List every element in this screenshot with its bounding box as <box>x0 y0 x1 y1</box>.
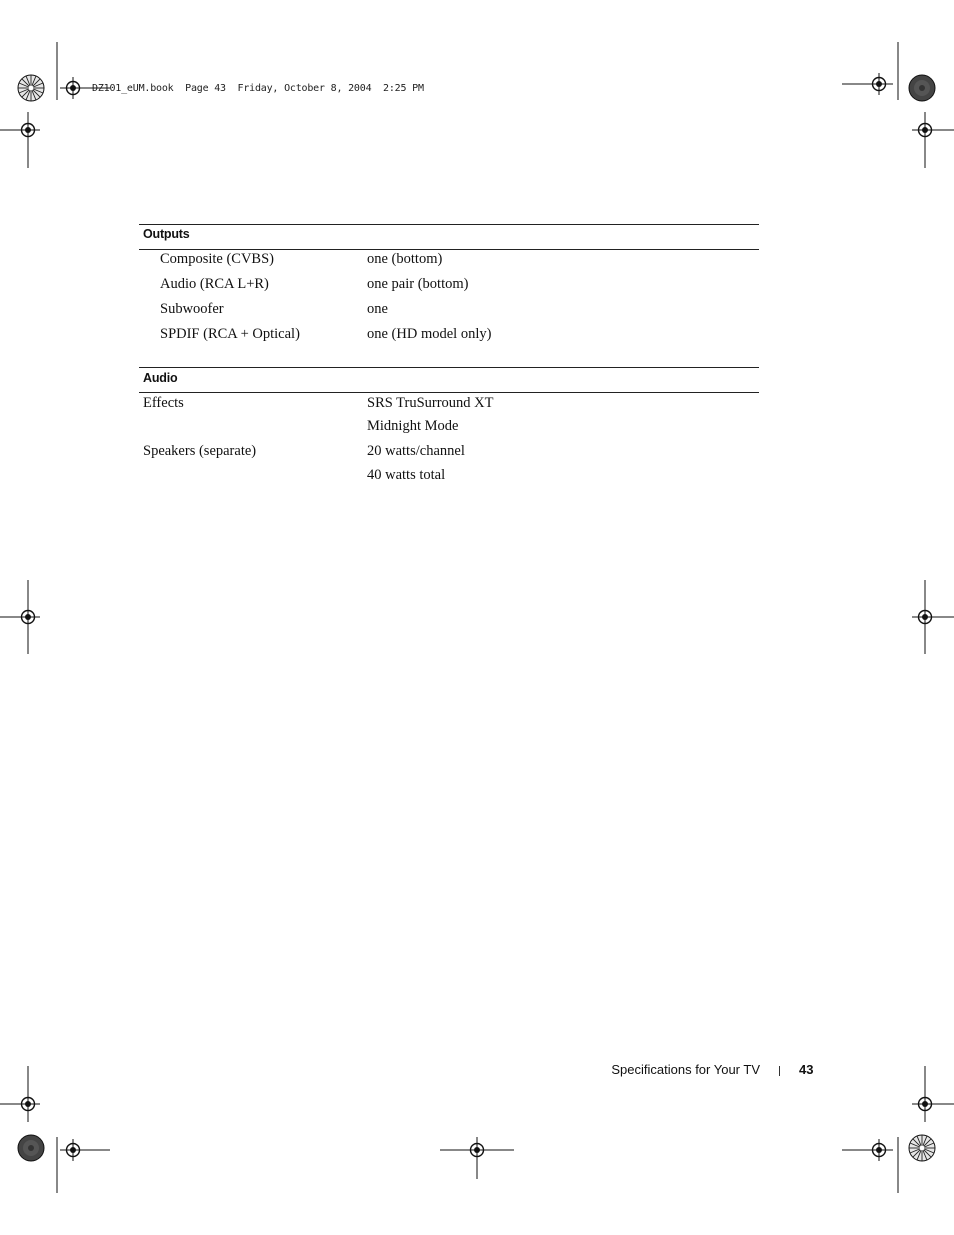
spec-row <box>0 301 954 321</box>
spec-value: SRS TruSurround XT <box>367 395 494 411</box>
section-header-rule <box>139 392 759 393</box>
page-number: 43 <box>799 1062 814 1077</box>
section-top-rule <box>139 224 759 225</box>
spec-row <box>0 326 954 346</box>
spec-label: Speakers (separate) <box>143 443 257 459</box>
spec-label: Audio (RCA L+R) <box>160 276 269 292</box>
spec-row <box>0 443 954 463</box>
section-top-rule <box>139 367 759 368</box>
section-title-outputs: Outputs <box>143 227 190 241</box>
spec-row <box>0 467 954 487</box>
spec-row <box>0 418 954 438</box>
spec-label: Composite (CVBS) <box>160 251 274 267</box>
radial-starburst-target-icon <box>18 75 44 101</box>
spec-label: SPDIF (RCA + Optical) <box>160 326 300 342</box>
spec-value: Midnight Mode <box>367 418 459 434</box>
spec-label: Effects <box>143 395 184 411</box>
spec-value: one (bottom) <box>367 251 443 267</box>
spec-value: one <box>367 301 388 317</box>
section-title-audio: Audio <box>143 371 178 385</box>
spec-label: Subwoofer <box>160 301 224 317</box>
spec-value: one (HD model only) <box>367 326 492 342</box>
section-header-rule <box>139 249 759 250</box>
footer-section-title: Specifications for Your TV <box>611 1062 760 1077</box>
spec-row <box>0 276 954 296</box>
spec-value: one pair (bottom) <box>367 276 469 292</box>
radial-starburst-target-icon <box>909 1135 935 1161</box>
spec-row <box>0 395 954 415</box>
print-slug: DZ101_eUM.book Page 43 Friday, October 8, 2004 2:25 PM <box>92 83 424 94</box>
radial-starburst-target-icon <box>18 1135 44 1161</box>
spec-value: 20 watts/channel <box>367 443 465 459</box>
spec-value: 40 watts total <box>367 467 446 483</box>
footer-separator <box>779 1066 780 1076</box>
radial-starburst-target-icon <box>909 75 935 101</box>
spec-row <box>0 251 954 271</box>
